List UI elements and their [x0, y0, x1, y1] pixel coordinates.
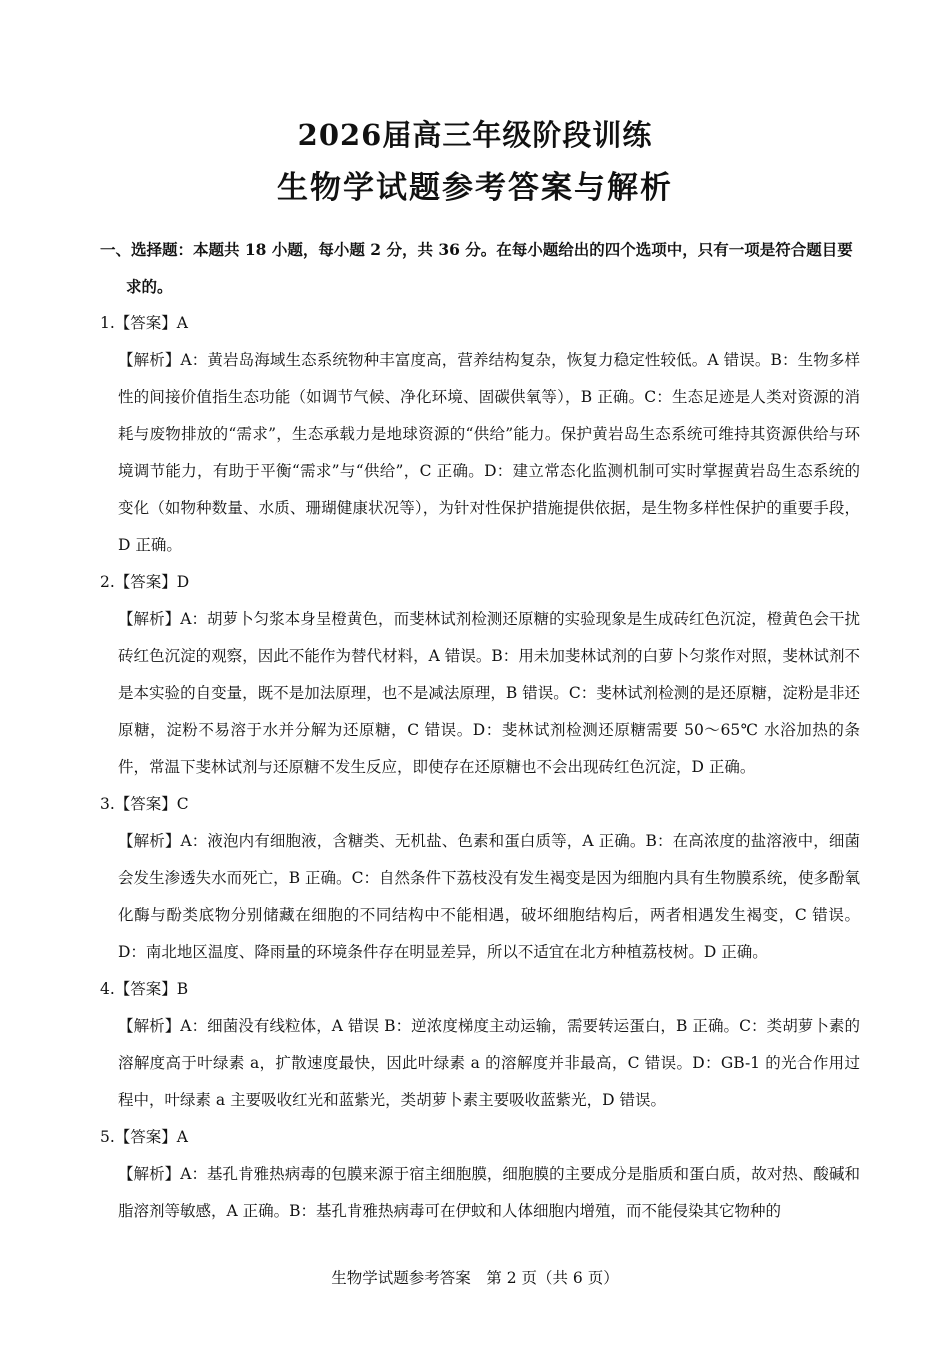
explanation: 【解析】A：基孔肯雅热病毒的包膜来源于宿主细胞膜，细胞膜的主要成分是脂质和蛋白质，故对热、酸碱和脂溶剂等敏感，A 正确。B：基孔肯雅热病毒可在伊蚊和人体细胞内增殖，而不能侵染其它物种的	[118, 1165, 860, 1220]
answer-line: 5.【答案】A	[100, 1128, 188, 1146]
question-5	[100, 1119, 860, 1230]
section-heading-line2: 求的。	[126, 277, 173, 296]
explanation: 【解析】A：黄岩岛海域生态系统物种丰富度高，营养结构复杂，恢复力稳定性较低。A 错误。B：生物多样性的间接价值指生态功能（如调节气候、净化环境、固碳供氧等），B 正确。C：生态足迹是人类对资源的消耗与废物排放的“需求”，生态承载力是地球资源的“供给”能力。保护黄岩岛生态系统可维持其资源供给与环境调节能力，有助于平衡“需求”与“供给”，C 正确。D：建立常态化监测机制可实时掌握黄岩岛生态系统的变化（如物种数量、水质、珊瑚健康状况等），为针对性保护措施提供依据，是生物多样性保护的重要手段，D 正确。	[118, 351, 860, 554]
section-heading	[100, 231, 860, 305]
answer-line: 2.【答案】D	[100, 573, 190, 591]
explanation: 【解析】A：液泡内有细胞液，含糖类、无机盐、色素和蛋白质等，A 正确。B：在高浓度的盐溶液中，细菌会发生渗透失水而死亡，B 正确。C：自然条件下荔枝没有发生褐变是因为细胞内具有生物膜系统，使多酚氧化酶与酚类底物分别储藏在细胞的不同结构中不能相遇，破坏细胞结构后，两者相遇发生褐变，C 错误。D：南北地区温度、降雨量的环境条件存在明显差异，所以不适宜在北方种植荔枝树。D 正确。	[118, 832, 860, 961]
question-3	[100, 786, 860, 971]
question-1	[100, 305, 860, 564]
answer-line: 1.【答案】A	[100, 314, 188, 332]
section-heading-line1: 一、选择题：本题共 18 小题，每小题 2 分，共 36 分。在每小题给出的四个选项中，只有一项是符合题目要	[100, 240, 853, 259]
answers-list	[100, 305, 860, 1230]
page-footer: 生物学试题参考答案 第 2 页（共 6 页）	[331, 1269, 619, 1287]
answer-line: 3.【答案】C	[100, 795, 189, 813]
question-2	[100, 564, 860, 786]
document-subtitle: 生物学试题参考答案与解析	[277, 170, 673, 206]
explanation: 【解析】A：胡萝卜匀浆本身呈橙黄色，而斐林试剂检测还原糖的实验现象是生成砖红色沉淀，橙黄色会干扰砖红色沉淀的观察，因此不能作为替代材料，A 错误。B：用未加斐林试剂的白萝卜匀浆作对照，斐林试剂不是本实验的自变量，既不是加法原理，也不是减法原理，B 错误。C：斐林试剂检测的是还原糖，淀粉是非还原糖，淀粉不易溶于水并分解为还原糖，C 错误。D：斐林试剂检测还原糖需要 50～65℃ 水浴加热的条件，常温下斐林试剂与还原糖不发生反应，即使存在还原糖也不会出现砖红色沉淀，D 正确。	[118, 610, 860, 776]
explanation: 【解析】A：细菌没有线粒体，A 错误 B：逆浓度梯度主动运输，需要转运蛋白，B 正确。C：类胡萝卜素的溶解度高于叶绿素 a，扩散速度最快，因此叶绿素 a 的溶解度并非最高，C 错误。D：GB-1 的光合作用过程中，叶绿素 a 主要吸收红光和蓝紫光，类胡萝卜素主要吸收蓝紫光，D 错误。	[118, 1017, 860, 1109]
question-4	[100, 971, 860, 1119]
document-title: 2026届高三年级阶段训练	[297, 118, 653, 152]
answer-line: 4.【答案】B	[100, 980, 189, 998]
